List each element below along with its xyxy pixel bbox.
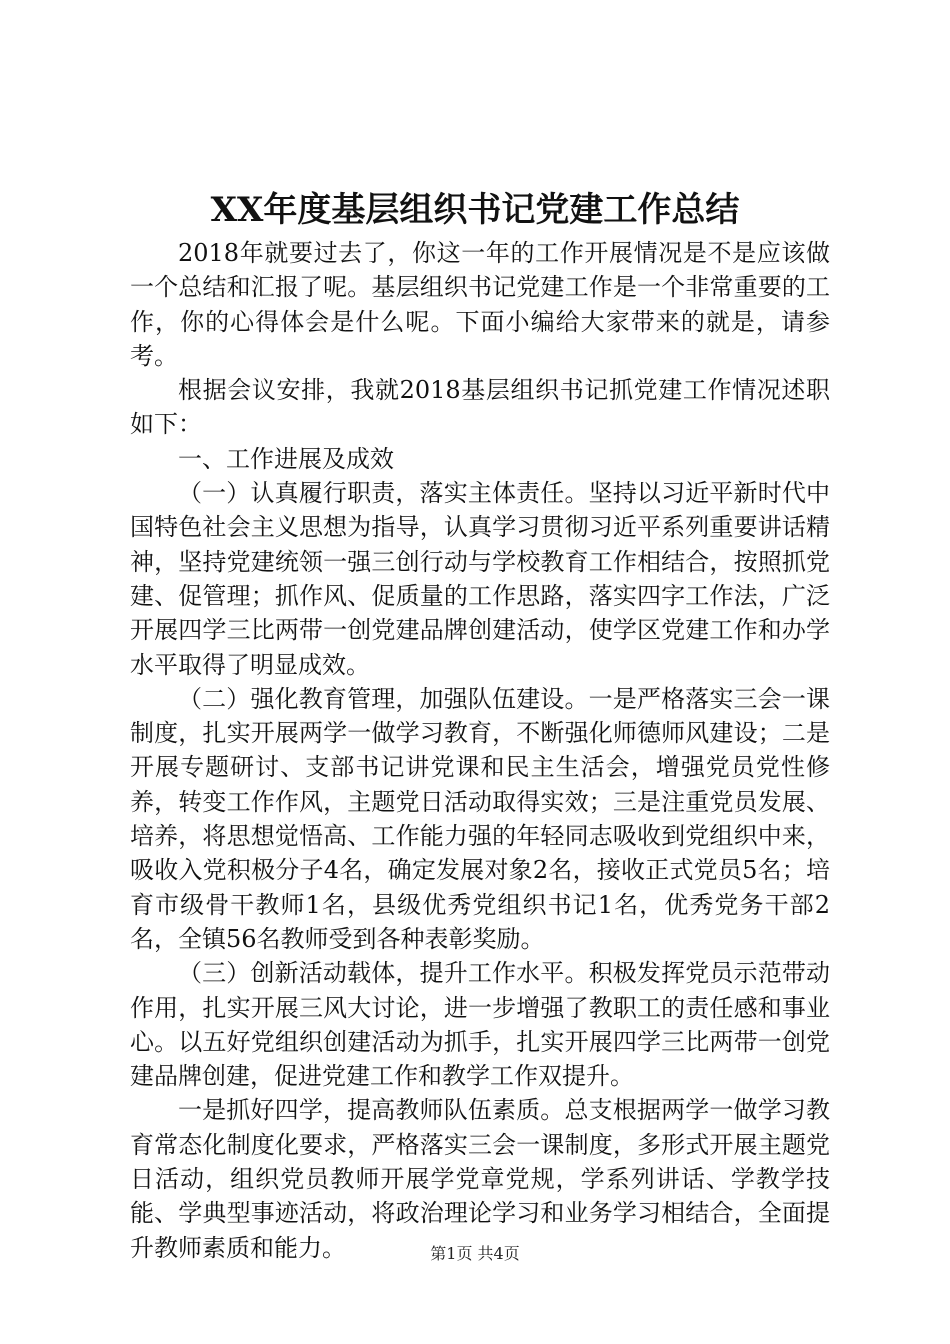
page-footer: 第1页 共4页 — [430, 1244, 520, 1263]
paragraph-section-3: （三）创新活动载体，提升工作水平。积极发挥党员示范带动作用，扎实开展三风大讨论，进一步增强了教职工的责任感和事业心。以五好党组织创建活动为抓手，扎实开展四学三比两带一创党建品牌创建，促进党建工作和教学工作双提升。 — [130, 959, 830, 1091]
section-heading-progress: 一、工作进展及成效 — [178, 444, 394, 473]
paragraph-report-opening: 根据会议安排，我就2018基层组织书记抓党建工作情况述职如下： — [130, 376, 830, 439]
paragraph-section-1: （一）认真履行职责，落实主体责任。坚持以习近平新时代中国特色社会主义思想为指导，认真学习贯彻习近平系列重要讲话精神，坚持党建统领一强三创行动与学校教育工作相结合，按照抓党建、促管理；抓作风、促质量的工作思路，落实四字工作法，广泛开展四学三比两带一创党建品牌创建活动，使学区党建工作和办学水平取得了明显成效。 — [130, 479, 830, 679]
paragraph-intro: 2018年就要过去了，你这一年的工作开展情况是不是应该做一个总结和汇报了呢。基层组织书记党建工作是一个非常重要的工作，你的心得体会是什么呢。下面小编给大家带来的就是，请参考。 — [130, 239, 830, 370]
document-body — [130, 236, 830, 1265]
paragraph-four-studies: 一是抓好四学，提高教师队伍素质。总支根据两学一做学习教育常态化制度化要求，严格落实三会一课制度，多形式开展主题党日活动，组织党员教师开展学党章党规，学系列讲话、学教学技能、学典型事迹活动，将政治理论学习和业务学习相结合，全面提升教师素质和能力。 — [130, 1096, 830, 1262]
paragraph-section-2: （二）强化教育管理，加强队伍建设。一是严格落实三会一课制度，扎实开展两学一做学习教育，不断强化师德师风建设；二是开展专题研讨、支部书记讲党课和民主生活会，增强党员党性修养，转变工作作风，主题党日活动取得实效；三是注重党员发展、培养，将思想觉悟高、工作能力强的年轻同志吸收到党组织中来，吸收入党积极分子4名，确定发展对象2名，接收正式党员5名；培育市级骨干教师1名，县级优秀党组织书记1名，优秀党务干部2名，全镇56名教师受到各种表彰奖励。 — [130, 684, 830, 953]
document-title: XX年度基层组织书记党建工作总结 — [210, 190, 740, 230]
